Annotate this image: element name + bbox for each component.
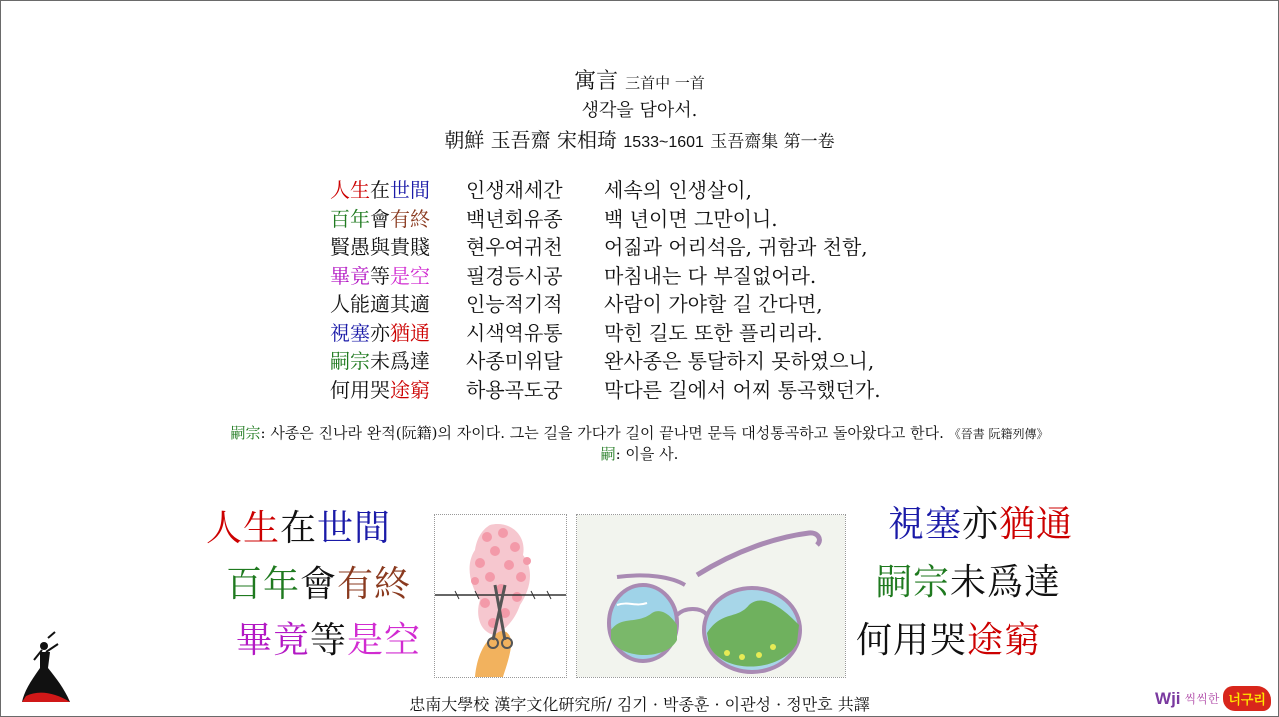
poem-line (330, 233, 881, 262)
poem-line (330, 205, 881, 234)
large-verse-line (236, 612, 421, 663)
hanja-segment: 等 (370, 263, 390, 288)
poem-line (330, 262, 881, 291)
poem-line (330, 319, 881, 348)
poem-hanja (330, 347, 466, 376)
poem-reading: 필경등시공 (466, 263, 563, 288)
poem-title (0, 64, 1279, 95)
hanja-segment: 在 (280, 508, 318, 549)
poem-translation: 완사종은 통달하지 못하였으니, (604, 349, 875, 373)
poem-line (330, 347, 881, 376)
poem-hanja (330, 176, 466, 205)
poem-hanja (330, 319, 466, 348)
hanja-segment: 有終 (390, 206, 430, 231)
poem-translation: 어짊과 어리석음, 귀함과 천함, (604, 235, 868, 259)
hanja-segment: 何用哭 (330, 377, 390, 402)
logo-raccoon: 너구리 (1223, 686, 1271, 711)
poem-reading: 사종미위달 (466, 349, 563, 373)
hanja-segment: 有終 (337, 564, 412, 605)
hanja-segment: 嗣宗 (876, 562, 951, 603)
hanja-segment: 百年 (330, 206, 370, 231)
hanja-segment: 未爲達 (370, 349, 430, 373)
poem-hanja (330, 205, 466, 234)
title-sub: 三首中 一首 (625, 74, 705, 92)
hanja-segment: 亦 (962, 504, 1000, 545)
hanja-segment: 人生 (330, 178, 370, 202)
note-1-text: : 사종은 진나라 완적(阮籍)의 자이다. 그는 길을 가다가 길이 끝나면 문득 대성통곡하고 돌아왔다고 한다. (260, 424, 944, 442)
large-verse-line (876, 554, 1061, 605)
poem-reading: 인생재세간 (466, 178, 563, 202)
poem-translation: 세속의 인생살이, (604, 178, 752, 202)
hanja-segment: 世間 (390, 178, 430, 202)
note-1-term: 嗣宗 (230, 424, 261, 442)
poem-reading: 현우여귀천 (466, 235, 563, 259)
hanja-segment: 人生 (206, 508, 281, 549)
hanja-segment: 畢竟 (236, 620, 311, 661)
hanja-segment: 是空 (390, 263, 430, 288)
poem-hanja (330, 233, 466, 262)
poem-translation: 사람이 가야할 길 간다면, (604, 292, 823, 316)
hanja-segment: 嗣宗 (330, 349, 370, 373)
note-1 (0, 422, 1279, 443)
poem-reading: 백년회유종 (466, 206, 563, 231)
poem-reading: 인능적기적 (466, 292, 563, 316)
logo-ssi: 씩씩한 (1184, 692, 1220, 706)
hanja-segment: 會 (370, 206, 390, 231)
poem-translation: 막다른 길에서 어찌 통곡했던가. (604, 377, 881, 402)
poem-hanja (330, 262, 466, 291)
blossom-map-illustration (434, 514, 567, 678)
poem-hanja (330, 290, 466, 319)
poem-line (330, 376, 881, 405)
note-1-source: 《晉書 阮籍列傳》 (948, 427, 1049, 441)
author-line (0, 124, 1279, 153)
hanja-segment: 猶通 (390, 320, 430, 345)
poem-line (330, 176, 881, 205)
note-2-term: 嗣 (600, 445, 616, 463)
hanja-segment: 途窮 (390, 377, 430, 402)
poem-hanja (330, 376, 466, 405)
author-name: 朝鮮 玉吾齋 宋相琦 (444, 128, 618, 152)
hanja-segment: 未爲達 (950, 562, 1062, 603)
hanja-segment: 賢愚與貴賤 (330, 235, 430, 259)
note-2 (0, 443, 1279, 464)
large-verse-line (888, 496, 1073, 547)
hanja-segment: 視塞 (330, 320, 370, 345)
title-korean: 생각을 담아서. (581, 100, 698, 121)
poem-reading: 시색역유통 (466, 320, 563, 345)
poem-reading: 하용곡도궁 (466, 377, 563, 402)
footer-credits: 忠南大學校 漢字文化硏究所/ 김기 · 박종훈 · 이관성 · 정만호 共譯 (409, 695, 870, 714)
hanja-segment: 等 (310, 620, 348, 661)
note-2-text: : 이을 사. (615, 445, 679, 463)
poem-line (330, 290, 881, 319)
poem-translation: 막힌 길도 또한 플리리라. (604, 320, 823, 345)
source-book: 玉吾齋集 第一卷 (710, 132, 835, 152)
author-years: 1533~1601 (623, 134, 704, 151)
hanja-segment: 世間 (317, 508, 392, 549)
hanja-segment: 在 (370, 178, 390, 202)
large-verse-line (206, 500, 391, 551)
hanja-segment: 猶通 (999, 504, 1074, 545)
poem-block (330, 176, 881, 404)
hanja-segment: 是空 (347, 620, 422, 661)
title-main: 寓言 (574, 69, 619, 94)
hanja-segment: 何用哭 (856, 620, 968, 661)
hanja-segment: 百年 (226, 564, 301, 605)
poem-translation: 마침내는 다 부질없어라. (604, 263, 817, 288)
hanja-segment: 視塞 (888, 504, 963, 545)
hanja-segment: 人能適其適 (330, 292, 430, 316)
large-verse-line (856, 612, 1041, 663)
hanja-segment: 會 (300, 564, 338, 605)
poem-translation: 백 년이면 그만이니. (604, 206, 778, 231)
hanja-segment: 亦 (370, 320, 390, 345)
sunglasses-illustration (576, 514, 846, 678)
brand-logo (1155, 686, 1271, 711)
hanja-segment: 畢竟 (330, 263, 370, 288)
large-verse-line (226, 556, 411, 607)
hanja-segment: 途窮 (967, 620, 1042, 661)
logo-wji: Wji (1155, 688, 1181, 708)
